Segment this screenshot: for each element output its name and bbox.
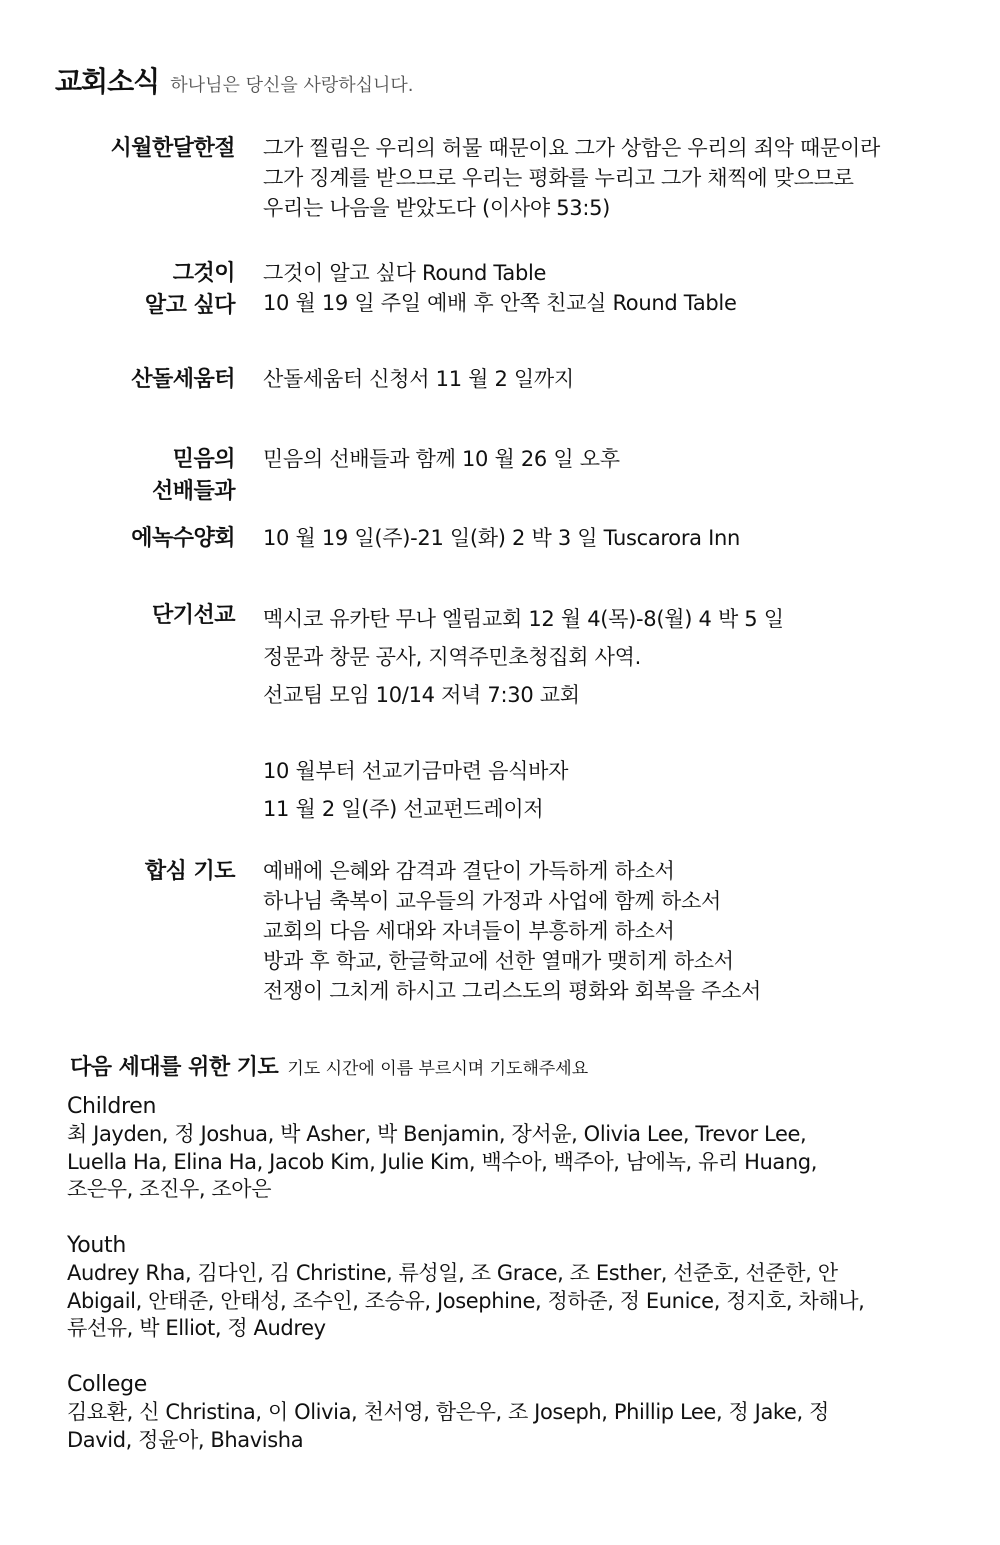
section-label [35, 444, 235, 508]
section-label [35, 600, 235, 632]
content-line: 11 월 2 일(주) 선교펀드레이저 [263, 797, 544, 821]
section-label [35, 258, 235, 322]
names-line: Abigail, 안태준, 안태성, 조수인, 조승유, Josephine, 정하준, 정 Eunice, 정지호, 차해나, [67, 1288, 865, 1313]
content-line: 하나님 축복이 교우들의 가정과 사업에 함께 하소서 [263, 889, 721, 913]
group-names [67, 1121, 947, 1204]
names-line: 류선유, 박 Elliot, 정 Audrey [67, 1316, 326, 1340]
names-line: Audrey Rha, 김다인, 김 Christine, 류성일, 조 Grace, 조 Esther, 선준호, 선준한, 안 [67, 1261, 838, 1285]
section-label-line: 선배들과 [151, 479, 235, 504]
content-line: 멕시코 유카탄 무나 엘림교회 12 월 4(목)-8(월) 4 박 5 일 [263, 607, 784, 631]
section-label-line: 합심 기도 [144, 859, 235, 884]
section-label [35, 523, 235, 555]
section-label-line: 믿음의 [172, 447, 235, 472]
prayer-heading [70, 1050, 588, 1081]
content-line: 그가 찔림은 우리의 허물 때문이요 그가 상함은 우리의 죄악 때문이라 [263, 136, 880, 160]
page-subtitle: 하나님은 당신을 사랑하십니다. [170, 75, 414, 96]
page-header [55, 60, 414, 100]
section-content [263, 258, 963, 318]
section-label-line: 시월한달한절 [110, 136, 235, 161]
content-line: 교회의 다음 세대와 자녀들이 부흥하게 하소서 [263, 919, 675, 943]
group-names [67, 1260, 947, 1343]
content-line: 10 월 19 일 주일 예배 후 안쪽 친교실 Round Table [263, 291, 737, 315]
prayer-subtitle: 기도 시간에 이름 부르시며 기도해주세요 [287, 1059, 589, 1079]
content-spacer [263, 714, 963, 752]
names-line: 최 Jayden, 정 Joshua, 박 Asher, 박 Benjamin, 장서윤, Olivia Lee, Trevor Lee, [67, 1122, 807, 1146]
content-line: 10 월부터 선교기금마련 음식바자 [263, 759, 569, 783]
section-content [263, 133, 963, 223]
content-line: 정문과 창문 공사, 지역주민초청집회 사역. [263, 645, 642, 669]
section-label [35, 856, 235, 888]
section-label [35, 364, 235, 396]
names-line: 조은우, 조진우, 조아은 [67, 1177, 272, 1201]
group-name: Youth [67, 1233, 126, 1258]
section-label-line: 산돌세움터 [131, 367, 235, 392]
section-content [263, 364, 963, 394]
section-label-line: 에녹수양회 [131, 526, 235, 551]
prayer-group-college [67, 1371, 947, 1454]
names-line: Luella Ha, Elina Ha, Jacob Kim, Julie Kim, 백수아, 백주아, 남에녹, 유리 Huang, [67, 1149, 817, 1174]
names-line: 김요환, 신 Christina, 이 Olivia, 천서영, 함은우, 조 Joseph, Phillip Lee, 정 Jake, 정 [67, 1400, 829, 1424]
section-content [263, 523, 963, 553]
section-label-line: 단기선교 [151, 603, 235, 628]
section-label [35, 133, 235, 165]
group-name: College [67, 1372, 147, 1397]
content-line: 그가 징계를 받으므로 우리는 평화를 누리고 그가 채찍에 맞으므로 [263, 166, 854, 190]
content-line: 믿음의 선배들과 함께 10 월 26 일 오후 [263, 447, 620, 471]
prayer-group-youth [67, 1232, 947, 1343]
content-line: 방과 후 학교, 한글학교에 선한 열매가 맺히게 하소서 [263, 949, 734, 973]
group-names [67, 1399, 947, 1454]
page-title: 교회소식 [55, 65, 160, 98]
section-label-line: 그것이 [172, 261, 235, 286]
prayer-group-children [67, 1093, 947, 1204]
content-line: 우리는 나음을 받았도다 (이사야 53:5) [263, 196, 611, 220]
section-content [263, 444, 963, 474]
content-line: 그것이 알고 싶다 Round Table [263, 261, 547, 285]
section-content [263, 600, 963, 828]
group-name: Children [67, 1094, 157, 1119]
section-content [263, 856, 963, 1006]
content-line: 선교팀 모임 10/14 저녁 7:30 교회 [263, 683, 580, 707]
content-line: 10 월 19 일(주)-21 일(화) 2 박 3 일 Tuscarora Inn [263, 526, 741, 550]
section-label-line: 알고 싶다 [144, 293, 235, 318]
prayer-title: 다음 세대를 위한 기도 [70, 1055, 279, 1080]
content-line: 전쟁이 그치게 하시고 그리스도의 평화와 회복을 주소서 [263, 979, 761, 1003]
content-line: 산돌세움터 신청서 11 월 2 일까지 [263, 367, 574, 391]
content-line: 예배에 은혜와 감격과 결단이 가득하게 하소서 [263, 859, 675, 883]
names-line: David, 정윤아, Bhavisha [67, 1427, 304, 1452]
